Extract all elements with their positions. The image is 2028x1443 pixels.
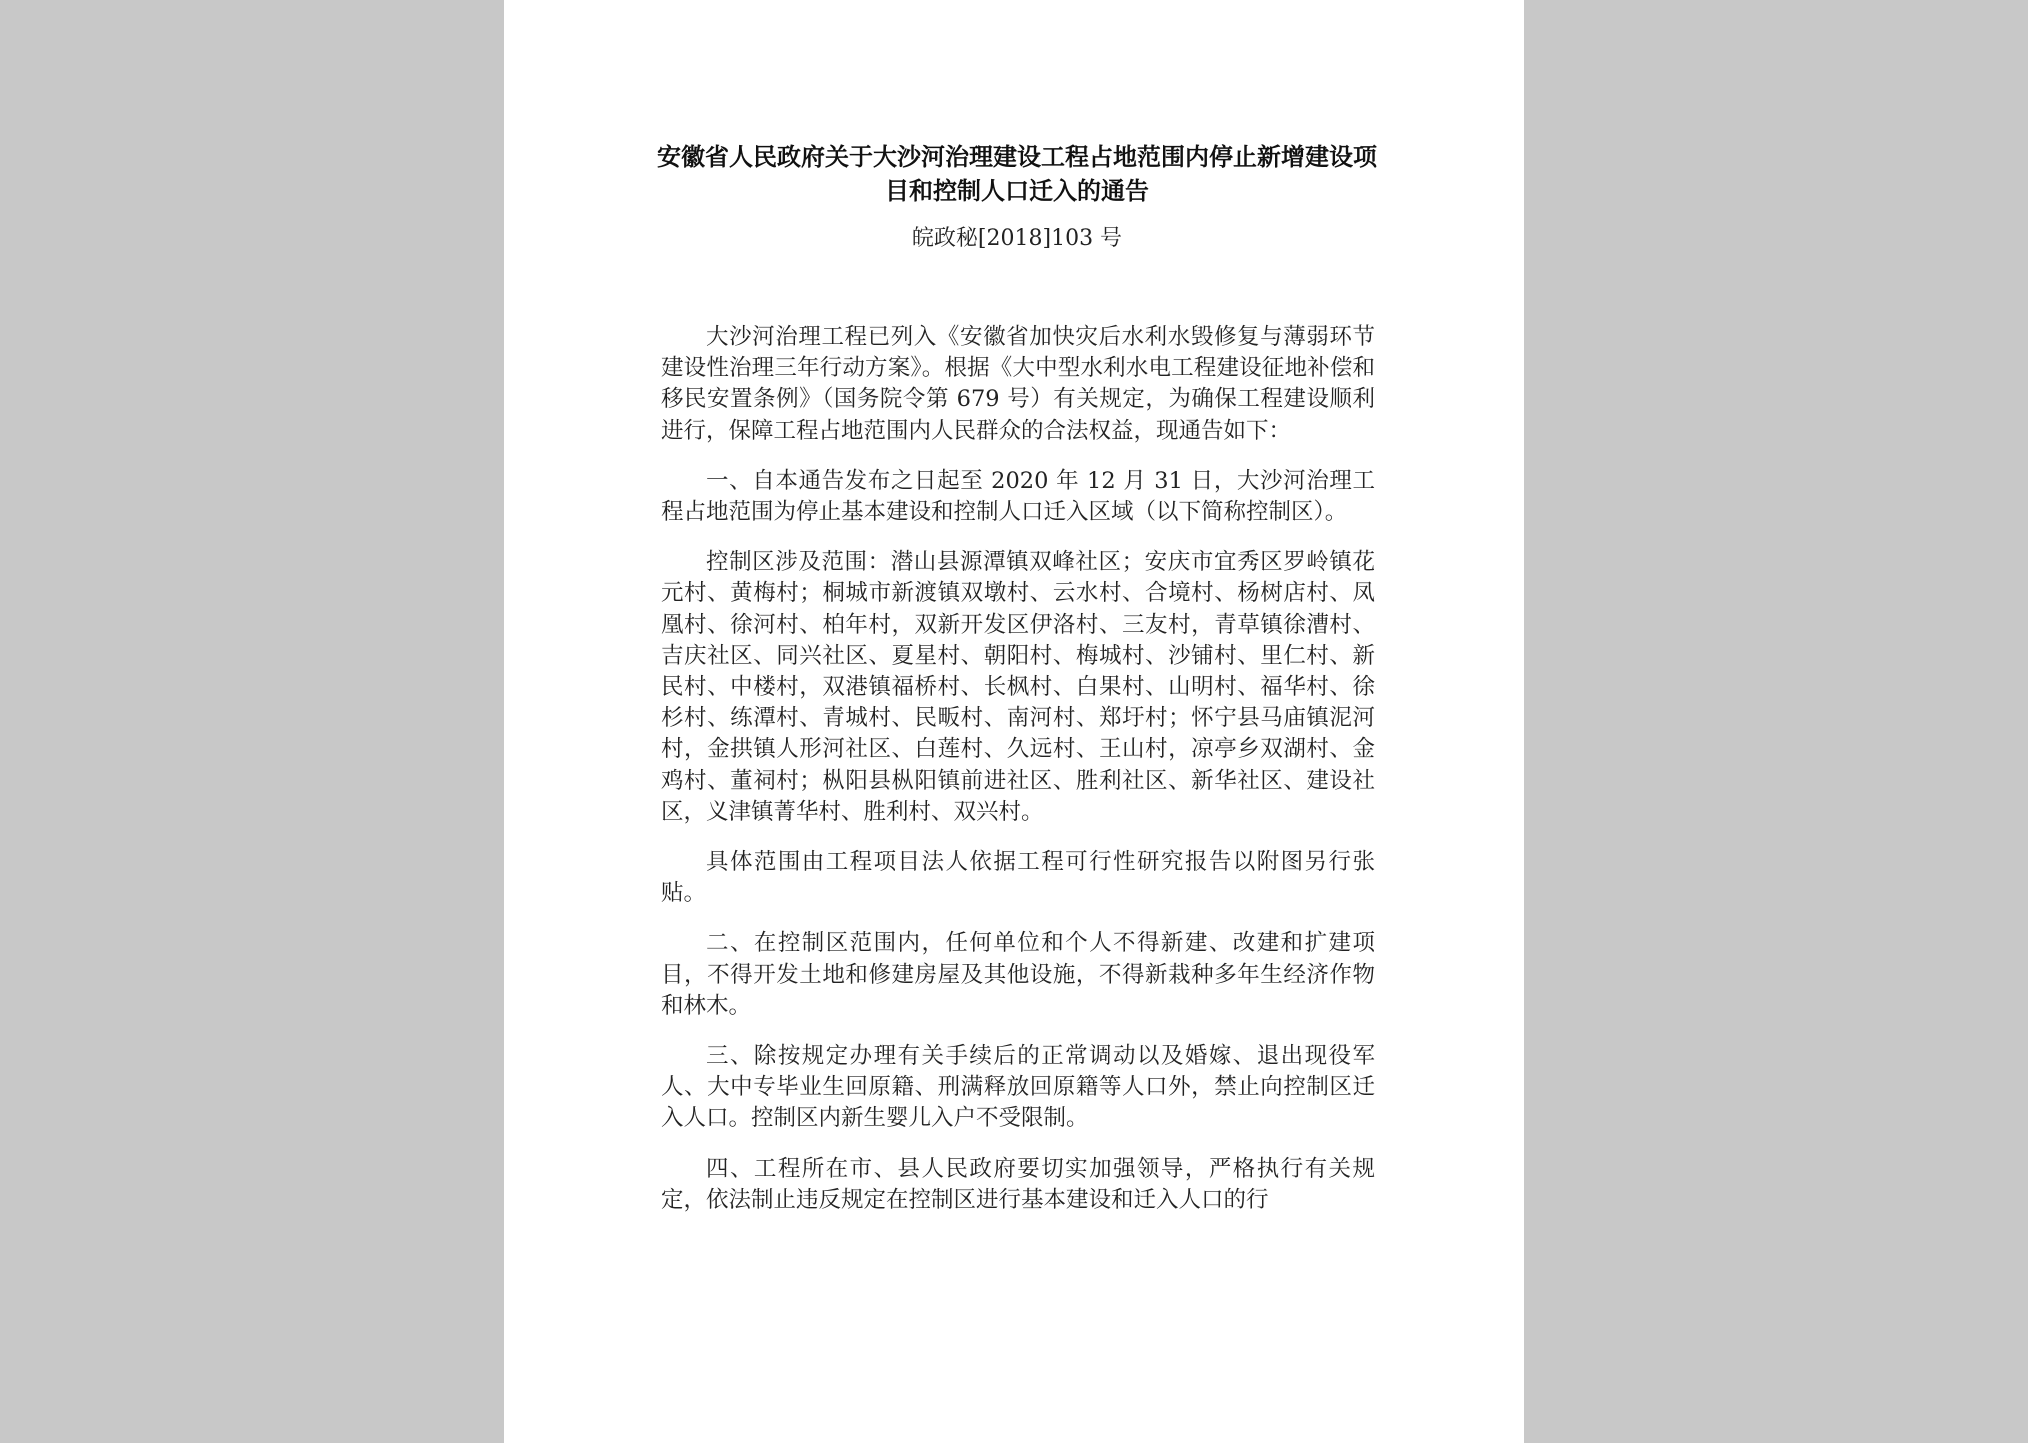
paragraph-intro: 大沙河治理工程已列入《安徽省加快灾后水利水毁修复与薄弱环节建设性治理三年行动方案》。根据《大中型水利水电工程建设征地补偿和移民安置条例》（国务院令第 679 号）有关规定，为确保工程建设顺利进行，保障工程占地范围内人民群众的合法权益，现通告如下：	[661, 324, 1375, 444]
document-page	[504, 0, 1524, 1443]
paragraph-scope-notice: 具体范围由工程项目法人依据工程可行性研究报告以附图另行张贴。	[661, 849, 1375, 907]
document-title: 安徽省人民政府关于大沙河治理建设工程占地范围内停止新增建设项目和控制人口迁入的通告	[657, 142, 1377, 205]
paragraph-item-1: 一、自本通告发布之日起至 2020 年 12 月 31 日，大沙河治理工程占地范围为停止基本建设和控制人口迁入区域（以下简称控制区）。	[661, 467, 1375, 526]
paragraph-item-3: 三、除按规定办理有关手续后的正常调动以及婚嫁、退出现役军人、大中专毕业生回原籍、刑满释放回原籍等人口外，禁止向控制区迁入人口。控制区内新生婴儿入户不受限制。	[661, 1043, 1375, 1132]
document-body	[661, 322, 1375, 1235]
paragraph-item-2: 二、在控制区范围内，任何单位和个人不得新建、改建和扩建项目，不得开发土地和修建房屋及其他设施，不得新栽种多年生经济作物和林木。	[661, 930, 1375, 1019]
document-number: 皖政秘[2018]103 号	[911, 226, 1123, 251]
paragraph-item-4: 四、工程所在市、县人民政府要切实加强领导，严格执行有关规定，依法制止违反规定在控制区进行基本建设和迁入人口的行	[661, 1155, 1375, 1213]
paragraph-control-area: 控制区涉及范围：潜山县源潭镇双峰社区；安庆市宜秀区罗岭镇花元村、黄梅村；桐城市新渡镇双墩村、云水村、合境村、杨树店村、凤凰村、徐河村、柏年村，双新开发区伊洛村、三友村，青草镇徐漕村、吉庆社区、同兴社区、夏星村、朝阳村、梅城村、沙铺村、里仁村、新民村、中楼村，双港镇福桥村、长枫村、白果村、山明村、福华村、徐杉村、练潭村、青城村、民畈村、南河村、郑圩村；怀宁县马庙镇泥河村，金拱镇人形河社区、白莲村、久远村、王山村，凉亭乡双湖村、金鸡村、董祠村；枞阳县枞阳镇前进社区、胜利社区、新华社区、建设社区，义津镇菁华村、胜利村、双兴村。	[661, 549, 1375, 825]
